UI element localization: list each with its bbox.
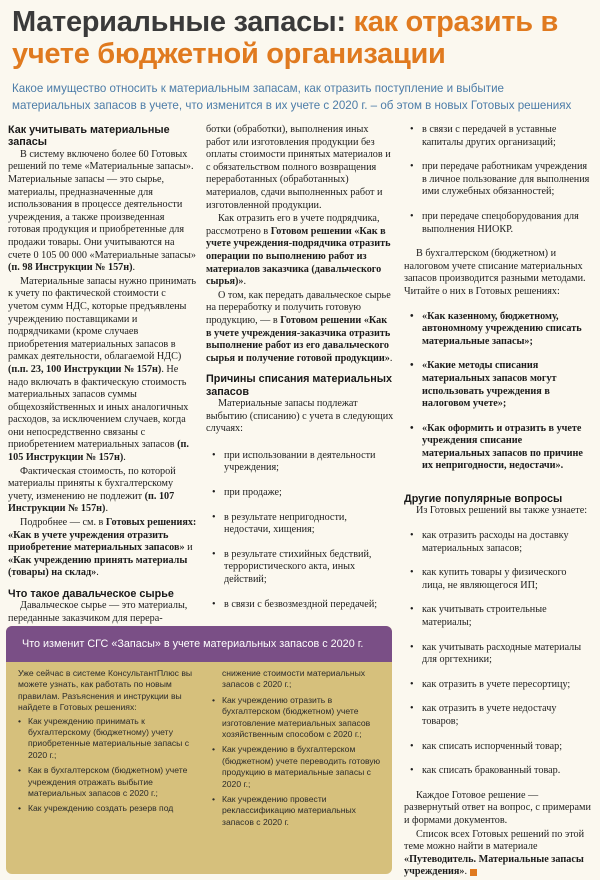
paragraph: Материальные запасы подлежат выбытию (списанию) с учета в следующих случаях: <box>206 398 394 435</box>
end-of-article-mark <box>470 869 477 876</box>
title-part-1: Материальные запасы: <box>12 6 346 38</box>
list-item: • в связи с передачей в уставные капиталы других организаций; <box>404 124 592 149</box>
list-item: • как отразить в учете недостачу товаров; <box>404 703 592 728</box>
list-item: • как учитывать расходные материалы для оргтехники; <box>404 642 592 667</box>
text: и <box>184 542 193 554</box>
heading-popular-questions: Другие популярные вопросы <box>404 493 563 506</box>
paragraph: В бухгалтерском (бюджетном) и налоговом учете списание материальных запасов производится разными методами. Читайте о них в Готовых решениях: <box>404 248 586 297</box>
paragraph: Как отразить его в учете подрядчика, рассмотрено в Готовом решении «Как в учете учреждения-подрядчика отразить операции по выполнению работ из материалов заказчика (давальческого сырья)». <box>206 213 391 288</box>
list-item: • как купить товары у физического лица, не являющегося ИП; <box>404 567 592 592</box>
lead-paragraph: Какое имущество относить к материальным запасам, как отразить поступление и выбытие материальных запасов в учете, что изменится в их учете с 2020 г. – об этом в новых Готовых решениях <box>12 82 572 112</box>
questions-list <box>404 530 592 778</box>
text: Подробнее — см. в <box>20 517 106 529</box>
column-3 <box>404 124 592 880</box>
link-ready-solution[interactable]: «Как учреждению принять материалы (товары) на склад» <box>8 554 188 579</box>
paragraph: Из Готовых решений вы также узнаете: <box>416 505 588 517</box>
paragraph: Давальческое сырье — это материалы, переданные заказчиком для перера- <box>8 600 188 624</box>
reference: (п.п. 23, 100 Инструкции № 157н) <box>8 363 162 375</box>
column-2 <box>206 124 394 623</box>
box-intro: Уже сейчас в системе КонсультантПлюс вы можете узнать, как работать по новым правилам. Разъяснения и инструкции вы найдете в Готовых решениях: <box>18 668 193 713</box>
list-item: • в результате стихийных бедствий, террористического акта, иных действий; <box>206 549 394 587</box>
text: Список всех Готовых решений по этой теме можно найти в материале <box>404 828 585 853</box>
text: Материальные запасы нужно принимать к учету по фактической стоимости с учетом сумм НДС, которые предъявлены учреждению поставщиками и подрядчиками (кроме случаев приобретения материальных запасов в рамках деятельности, облагаемой НДС) <box>8 275 197 363</box>
list-item: • при передаче работникам учреждения в личное пользование для выполнения ими служебных обязанностей; <box>404 161 592 199</box>
list-item: • как отразить в учете пересортицу; <box>404 679 592 692</box>
list-item: • в результате непригодности, недостачи, хищения; <box>206 512 394 537</box>
box-list-item[interactable]: • Как учреждению принимать к бухгалтерскому (бюджетному) учету приобретенные материальные запасы с 2020 г.; <box>18 716 208 762</box>
box-list-item[interactable]: • Как учреждению создать резерв под <box>18 803 208 814</box>
link-ready-solution[interactable]: • «Какие методы списания материальных запасов могут использовать учреждения в налоговом учете»; <box>404 360 592 410</box>
link-ready-solution[interactable]: • «Как казенному, бюджетному, автономному учреждению списать материальные запасы»; <box>404 311 592 349</box>
column-1 <box>8 124 198 627</box>
title-part-2: как отразить в учете бюджетной организации <box>12 6 559 70</box>
paragraph <box>404 829 592 879</box>
list-item: • как списать бракованный товар. <box>404 765 592 778</box>
heading-tolling-raw-materials: Что такое давальческое сырье <box>8 588 174 600</box>
paragraph: ботки (обработки), выполнения иных работ или изготовления продукции без оплаты стоимости принятых материалов и с обязательством полного возвращения переработанных (обработанных) материалов, сдачи выполненных работ и изготовленной продукции. <box>206 124 391 211</box>
text: О том, как передать давальческое сырье на переработку и получить готовую продукцию, — в <box>206 289 391 326</box>
sgs-inventory-box <box>6 626 392 874</box>
link-ready-solution[interactable]: Готовых решениях: «Как в учете учреждения отразить приобретение материальных запасов» <box>8 517 197 554</box>
text: Как отразить его в учете подрядчика, рассмотрено в <box>206 213 380 237</box>
list-item: • как списать испорченный товар; <box>404 741 592 754</box>
text: . Не надо включать в фактическую стоимость материальных запасов суммы общехозяйственных и иных аналогичных расходов, за исключением случаев, когда они непосредственно связаны с приобретением материальных запасов <box>8 363 189 451</box>
box-list-item[interactable]: • Как в бухгалтерском (бюджетном) учете учреждения отражать выбытие материальных запасов с 2020 г.; <box>18 765 208 799</box>
box-column-left <box>18 668 208 819</box>
list-item: • как отразить расходы на доставку материальных запасов; <box>404 530 592 555</box>
paragraph: Каждое Готовое решение — развернутый ответ на вопрос, с примерами и формами документов. <box>404 789 591 826</box>
box-list-item[interactable]: • Как учреждению отразить в бухгалтерском (бюджетном) учете изготовление материальных запасов хозяйственным способом с 2020 г.; <box>212 695 386 741</box>
paragraph: Подробнее — см. в Готовых решениях: «Как в учете учреждения отразить приобретение материальных запасов» и «Как учреждению принять материалы (товары) на склад». <box>8 517 197 579</box>
paragraph: Фактическая стоимость, по которой материалы приняты к бухгалтерскому учету, изменению не подлежит (п. 107 Инструкции № 157н). <box>8 465 176 515</box>
article-title <box>12 6 592 70</box>
heading-write-off-reasons: Причины списания материальных запасов <box>206 373 393 398</box>
reference: (п. 98 Инструкции № 157н) <box>8 262 133 274</box>
text: В систему включено более 60 Готовых решений по теме «Материальные запасы». Материальные запасы — это сырье, материалы, предназначенные для использования в процессе деятельности учреждения, а также произведенная готовая продукция и приобретенные для продажи товары. Они учитываются на счете 0 105 00 000 «Материальные запасы» <box>8 148 196 261</box>
list-item: • при продаже; <box>206 487 394 500</box>
paragraph: В систему включено более 60 Готовых решений по теме «Материальные запасы». Материальные запасы — это сырье, материалы, предназначенные для использования в процессе деятельности учреждения, а также произведенная готовая продукция и приобретенные для продажи товары. Они учитываются на счете 0 105 00 000 «Материальные запасы» (п. 98 Инструкции № 157н). <box>8 148 196 274</box>
link-guide[interactable]: «Путеводитель. Материальные запасы учреждения» <box>404 853 584 878</box>
list-item: • в связи с безвозмездной передачей; <box>206 599 394 612</box>
box-column-right <box>212 668 386 832</box>
box-list-item[interactable]: • Как учреждению провести реклассификацию материальных запасов с 2020 г. <box>212 794 386 828</box>
box-list-left <box>18 716 208 815</box>
list-item: • как учитывать строительные материалы; <box>404 604 592 629</box>
link-ready-solution[interactable]: Готовом решении «Как в учете учреждения-подрядчика отразить операции по выполнению работ из материалов заказчика (давальческого сырья)» <box>206 225 391 288</box>
link-ready-solution[interactable]: Готовом решении «Как в учете учреждения-заказчика отразить выполнение работ из его давальческого сырья и получение готовой продукции» <box>206 314 391 364</box>
paragraph: О том, как передать давальческое сырье на переработку и получить готовую продукцию, — в Готовом решении «Как в учете учреждения-заказчика отразить выполнение работ из его давальческого сырья и получение готовой продукции». <box>206 289 393 364</box>
link-ready-solution[interactable]: • «Как оформить и отразить в учете учреждения списание материальных запасов по причине их непригодности, недостачи». <box>404 423 592 473</box>
box-body <box>16 668 384 868</box>
list-item: • при использовании в деятельности учреждения; <box>206 450 394 475</box>
text: Фактическая стоимость, по которой материалы приняты к бухгалтерскому учету, изменению не подлежит <box>8 465 176 502</box>
heading-how-to-account: Как учитывать материальные запасы <box>8 124 170 149</box>
box-list-continuation: снижение стоимости материальных запасов с 2020 г.; <box>222 668 366 690</box>
box-list-item[interactable]: • Как учреждению в бухгалтерском (бюджетном) учете переводить готовую продукцию в материальные запасы с 2020 г.; <box>212 744 386 790</box>
reference: (п. 107 Инструкции № 157н) <box>8 490 175 515</box>
write-off-list-continued <box>404 124 592 236</box>
write-off-list <box>206 450 394 611</box>
list-item: • при передаче спецоборудования для выполнения НИОКР. <box>404 211 592 236</box>
paragraph: Материальные запасы нужно принимать к учету по фактической стоимости с учетом сумм НДС, которые предъявлены учреждению поставщиками и подрядчиками (кроме случаев приобретения материальных запасов в рамках деятельности, облагаемой НДС) (п.п. 23, 100 Инструкции № 157н). Не надо включать в фактическую стоимость материальных запасов суммы общехозяйственных и иных аналогичных расходов, за исключением случаев, когда они непосредственно связаны с приобретением материальных запасов (п. 105 Инструкции № 157н). <box>8 275 197 464</box>
reference: (п. 105 Инструкции № 157н) <box>8 439 189 464</box>
box-title: Что изменит СГС «Запасы» в учете материальных запасов с 2020 г. <box>6 626 392 662</box>
text: . <box>464 866 467 878</box>
ready-solution-links <box>404 311 592 474</box>
box-list-right <box>212 695 386 828</box>
